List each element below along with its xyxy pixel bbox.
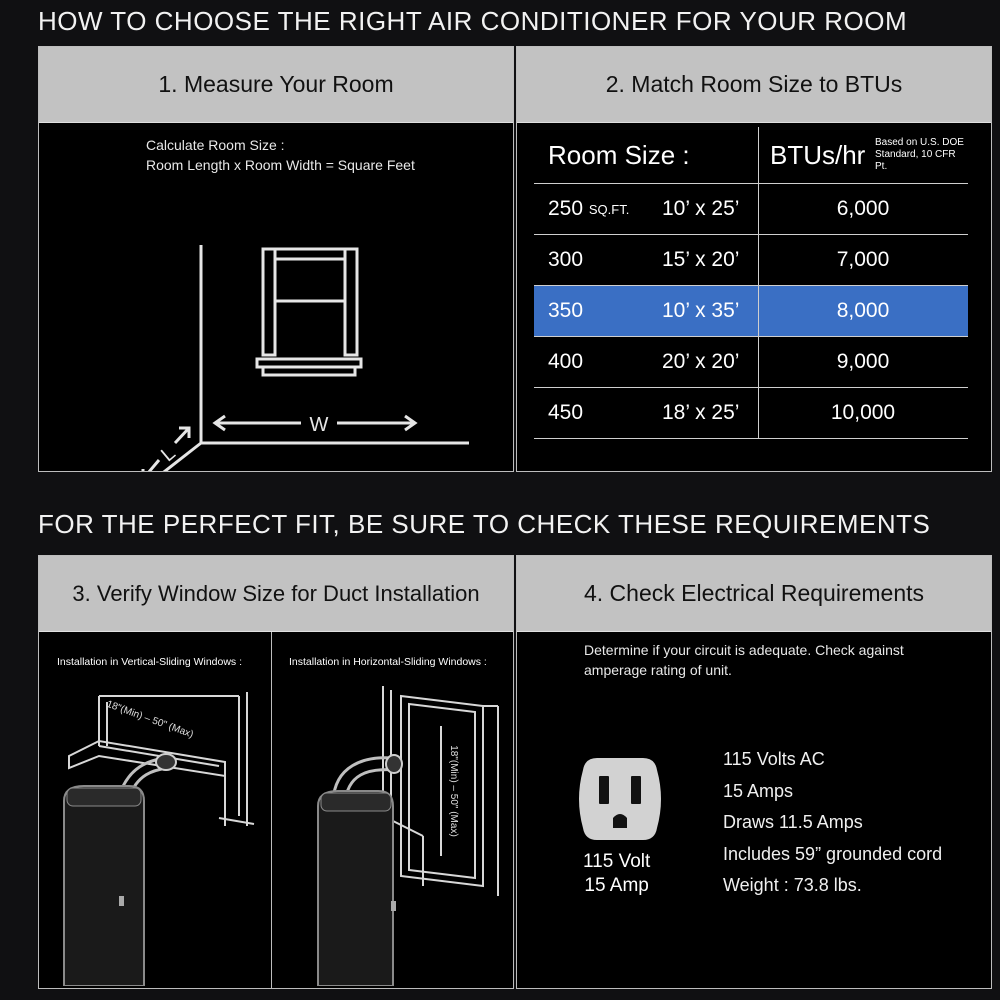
- doe-note-line-1: Based on U.S. DOE: [875, 137, 964, 148]
- doe-note-line-2: Standard, 10 CFR Pt.: [875, 149, 956, 172]
- room-sqft: 300: [548, 248, 584, 271]
- table-row: [534, 235, 968, 286]
- room-diagram-icon: [39, 123, 513, 471]
- room-dimensions: 10’ x 25’: [662, 197, 740, 220]
- spec-item: 15 Amps: [723, 780, 794, 801]
- table-row: [534, 184, 968, 235]
- electrical-specs: [723, 744, 942, 902]
- outlet-icon: [575, 754, 665, 844]
- table-row-highlighted: [534, 286, 968, 337]
- room-sqft: 400: [548, 350, 584, 373]
- width-label: W: [309, 414, 329, 436]
- room-sqft: 350: [548, 299, 584, 322]
- room-sqft: 250: [548, 197, 584, 220]
- outlet-amp: 15 Amp: [584, 875, 649, 896]
- btu-value: 10,000: [830, 401, 896, 424]
- sqft-unit: SQ.FT.: [588, 201, 630, 217]
- table-row: [534, 388, 968, 439]
- main-heading: HOW TO CHOOSE THE RIGHT AIR CONDITIONER FOR YOUR ROOM: [38, 6, 908, 36]
- room-dimensions: 20’ x 20’: [662, 350, 740, 373]
- btu-value: 8,000: [836, 299, 890, 322]
- room-dimensions: 15’ x 20’: [662, 248, 740, 271]
- vertical-window-caption: Installation in Vertical-Sliding Windows :: [57, 656, 243, 668]
- table-row: [534, 337, 968, 388]
- horizontal-window-caption: Installation in Horizontal-Sliding Windows :: [289, 656, 487, 668]
- electrical-intro-line-2: amperage rating of unit.: [584, 662, 732, 678]
- measure-room-panel: [38, 46, 514, 472]
- btu-value: 7,000: [836, 248, 890, 271]
- electrical-panel: [516, 555, 992, 989]
- room-dimensions: 10’ x 35’: [662, 299, 740, 322]
- electrical-intro-line-1: Determine if your circuit is adequate. Check against: [584, 642, 904, 658]
- btu-table-header: [534, 127, 968, 184]
- room-size-line-1: Calculate Room Size :: [146, 137, 285, 153]
- spec-item: Includes 59” grounded cord: [723, 843, 943, 864]
- spec-item: Weight : 73.8 lbs.: [723, 875, 862, 895]
- electrical-title: 4. Check Electrical Requirements: [517, 556, 991, 632]
- electrical-intro: [584, 640, 904, 680]
- spec-item: 115 Volts AC: [723, 749, 825, 769]
- length-label: L: [157, 442, 180, 467]
- outlet-volt: 115 Volt: [583, 851, 651, 872]
- horizontal-measure-label: 18"(Min) – 50" (Max): [448, 745, 459, 837]
- measure-room-title: 1. Measure Your Room: [39, 47, 513, 123]
- btu-table: [534, 127, 968, 439]
- window-size-panel: [38, 555, 514, 989]
- btu-title: 2. Match Room Size to BTUs: [517, 47, 991, 123]
- btu-value: 6,000: [836, 197, 890, 220]
- room-dimensions: 18’ x 25’: [662, 401, 740, 424]
- btu-value: 9,000: [836, 350, 890, 373]
- vertical-measure-label: 18"(Min) – 50" (Max): [104, 698, 195, 741]
- doe-note: [875, 127, 968, 183]
- requirements-heading: FOR THE PERFECT FIT, BE SURE TO CHECK THESE REQUIREMENTS: [38, 509, 931, 539]
- room-size-header: Room Size :: [548, 139, 690, 170]
- room-size-line-2: Room Length x Room Width = Square Feet: [146, 157, 415, 173]
- window-size-title: 3. Verify Window Size for Duct Installation: [39, 556, 513, 632]
- outlet-rating: [583, 850, 650, 898]
- vertical-window-duct-icon: [39, 686, 271, 986]
- horizontal-window-duct-icon: [273, 686, 513, 986]
- btu-header: BTUs/hr: [770, 139, 866, 170]
- room-sqft: 450: [548, 401, 584, 424]
- spec-item: Draws 11.5 Amps: [723, 812, 863, 832]
